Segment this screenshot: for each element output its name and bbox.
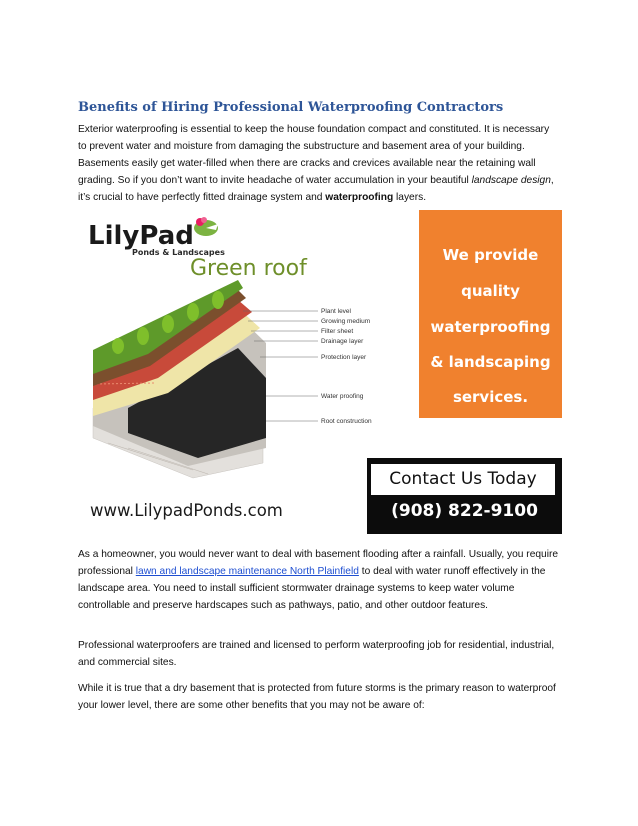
- promo-line-5: services.: [452, 388, 529, 406]
- intro-text-1: Exterior waterproofing is essential to keep the house foundation compact and constituted. It is necessary to prevent water and moisture from damaging the substructure and basement area of your building. Basements easily get water-filled when there are cracks and crevices available near the retaining wall grading. So if you don’t want to invite headache of water accumulation in your beautiful: [78, 124, 550, 186]
- p2-text-after: to deal with water runoff effectively in the landscape area. You need to install sufficient stormwater drainage systems to keep water volume controllable and preserve hardscapes such as pathways, patio, and other outdoor features.: [78, 566, 546, 611]
- layer-labels: [321, 308, 372, 425]
- benefits-intro-paragraph: While it is true that a dry basement that is protected from future storms is the primary reason to waterproof your lower level, there are some other benefits that you may not be aware of:: [78, 683, 556, 711]
- label-plant-level: Plant level: [321, 308, 351, 315]
- promo-line-3: waterproofing: [430, 318, 551, 336]
- intro-italic-text: landscape design: [471, 175, 551, 186]
- lily-pad-icon: [194, 217, 218, 236]
- promo-banner-image: [78, 208, 562, 536]
- label-growing-medium: Growing medium: [321, 318, 371, 325]
- intro-paragraph: [78, 121, 560, 206]
- logo-sub-text: Ponds & Landscapes: [132, 248, 225, 257]
- waterproofers-paragraph: Professional waterproofers are trained and licensed to perform waterproofing job for residential, industrial, and commercial sites.: [78, 640, 555, 668]
- label-water-proofing: Water proofing: [321, 393, 364, 400]
- homeowner-paragraph: [78, 546, 560, 614]
- article-heading: Benefits of Hiring Professional Waterproofing Contractors: [78, 100, 504, 115]
- intro-text-2: , it’s crucial to have perfectly fitted drainage system and: [78, 175, 554, 203]
- promo-line-4: & landscaping: [430, 353, 551, 371]
- website-url: www.LilypadPonds.com: [90, 501, 283, 520]
- diagram-title: Green roof: [190, 256, 307, 281]
- landscape-maintenance-link[interactable]: lawn and landscape maintenance North Plainfield: [135, 566, 359, 577]
- label-filter-sheet: Filter sheet: [321, 328, 354, 335]
- logo-main-text: LilyPad: [88, 221, 194, 251]
- contact-title: Contact Us Today: [371, 464, 555, 495]
- intro-bold-text: waterproofing: [325, 192, 394, 203]
- label-drainage-layer: Drainage layer: [321, 338, 364, 345]
- label-root-construction: Root construction: [321, 418, 372, 425]
- promo-line-1: We provide: [442, 246, 539, 264]
- label-protection-layer: Protection layer: [321, 354, 367, 361]
- services-callout: [419, 210, 562, 418]
- green-roof-diagram: [88, 288, 372, 478]
- p2-text-before: As a homeowner, you would never want to deal with basement flooding after a rainfall. Usually, you require professional: [78, 549, 559, 577]
- contact-box: [367, 458, 562, 534]
- phone-number: (908) 822-9100: [391, 501, 538, 521]
- intro-text-3: layers.: [393, 192, 427, 203]
- promo-line-2: quality: [461, 282, 520, 300]
